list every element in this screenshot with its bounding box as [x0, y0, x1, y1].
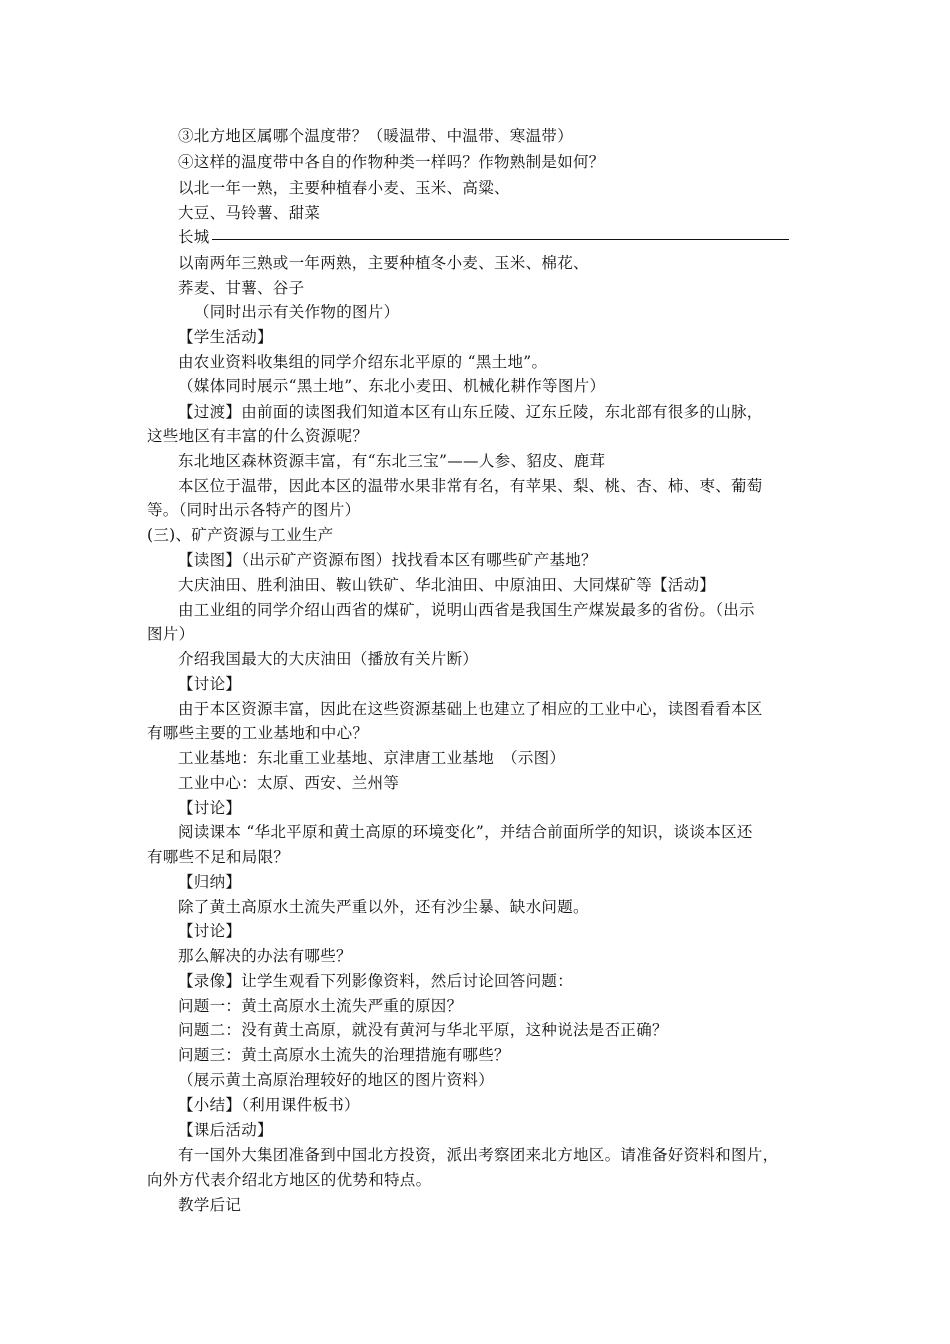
- north-of-wall-crops-cont: 大豆、马铃薯、甜菜: [178, 204, 321, 222]
- mineral-bases-list: 大庆油田、胜利油田、鞍山铁矿、华北油田、中原油田、大同煤矿等【活动】: [178, 576, 716, 594]
- shanxi-coal-paragraph-cont: 图片）: [147, 625, 195, 643]
- after-class-task: 有一国外大集团准备到中国北方投资，派出考察团来北方地区。请准备好资料和图片，: [178, 1146, 779, 1164]
- industrial-centers: 工业中心：太原、西安、兰州等: [178, 774, 400, 792]
- fruit-paragraph-cont: 等。（同时出示各特产的图片）: [147, 501, 361, 519]
- after-class-heading: 【课后活动】: [178, 1121, 273, 1139]
- great-wall-label: 长城: [178, 228, 210, 246]
- media-display-note: （媒体同时展示“黑土地”、东北小麦田、机械化耕作等图片）: [178, 377, 606, 395]
- question-three: 问题三：黄土高原水土流失的治理措施有哪些？: [178, 1046, 510, 1064]
- summary-heading: 【归纳】: [178, 873, 242, 891]
- north-of-wall-crops: 以北一年一熟，主要种植春小麦、玉米、高粱、: [178, 179, 510, 197]
- reading-paragraph: 阅读课本 “华北平原和黄土高原的环境变化”，并结合前面所学的知识，谈谈本区还: [178, 823, 753, 841]
- reading-paragraph-cont: 有哪些不足和局限？: [147, 848, 290, 866]
- read-map-prompt: 【读图】（出示矿产资源布图）找找看本区有哪些矿产基地？: [178, 551, 597, 569]
- black-soil-intro: 由农业资料收集组的同学介绍东北平原的 “黑土地”。: [178, 353, 548, 371]
- conclusion-heading: 【小结】（利用课件板书）: [178, 1096, 360, 1114]
- discussion-heading-1: 【讨论】: [178, 675, 242, 693]
- loess-images-note: （展示黄土高原治理较好的地区的图片资料）: [178, 1071, 495, 1089]
- transition-paragraph: 【过渡】由前面的读图我们知道本区有山东丘陵、辽东丘陵，东北部有很多的山脉，: [178, 403, 763, 421]
- question-two: 问题二：没有黄土高原，就没有黄河与华北平原，这种说法是否正确？: [178, 1021, 668, 1039]
- discussion-heading-2: 【讨论】: [178, 799, 242, 817]
- forest-resources: 东北地区森林资源丰富，有“东北三宝”——人参、貂皮、鹿茸: [178, 452, 606, 470]
- south-of-wall-crops: 以南两年三熟或一年两熟，主要种植冬小麦、玉米、棉花、: [178, 254, 589, 272]
- industrial-bases: 工业基地：东北重工业基地、京津唐工业基地 （示图）: [178, 749, 566, 767]
- after-class-task-cont: 向外方代表介绍北方地区的优势和特点。: [147, 1171, 432, 1189]
- crop-type-question: ④这样的温度带中各自的作物种类一样吗？作物熟制是如何？: [178, 153, 605, 171]
- student-activity-heading: 【学生活动】: [178, 328, 273, 346]
- discussion-heading-3: 【讨论】: [178, 922, 242, 940]
- video-instruction: 【录像】让学生观看下列影像资料，然后讨论回答问题：: [178, 972, 574, 990]
- south-of-wall-crops-cont: 荞麦、甘薯、谷子: [178, 279, 305, 297]
- industry-paragraph-cont: 有哪些主要的工业基地和中心？: [147, 724, 369, 742]
- fruit-paragraph: 本区位于温带，因此本区的温带水果非常有名，有苹果、梨、桃、杏、柿、枣、葡萄: [178, 477, 763, 495]
- daqing-oilfield-intro: 介绍我国最大的大庆油田（播放有关片断）: [178, 650, 479, 668]
- great-wall-divider-line: [212, 239, 789, 240]
- teaching-notes-heading: 教学后记: [178, 1196, 242, 1214]
- section-heading-minerals: (三)、矿产资源与工业生产: [147, 526, 334, 544]
- shanxi-coal-paragraph: 由工业组的同学介绍山西省的煤矿，说明山西省是我国生产煤炭最多的省份。（出示: [178, 601, 755, 619]
- loess-problems: 除了黄土高原水土流失严重以外，还有沙尘暴、缺水问题。: [178, 898, 589, 916]
- crop-images-note: （同时出示有关作物的图片）: [194, 303, 400, 321]
- transition-paragraph-cont: 这些地区有丰富的什么资源呢？: [147, 427, 369, 445]
- temperature-zone-question: ③北方地区属哪个温度带？（暖温带、中温带、寒温带）: [178, 127, 574, 145]
- question-one: 问题一：黄土高原水土流失严重的原因？: [178, 997, 463, 1015]
- industry-paragraph: 由于本区资源丰富，因此在这些资源基础上也建立了相应的工业中心，读图看看本区: [178, 700, 763, 718]
- solutions-question: 那么解决的办法有哪些？: [178, 947, 352, 965]
